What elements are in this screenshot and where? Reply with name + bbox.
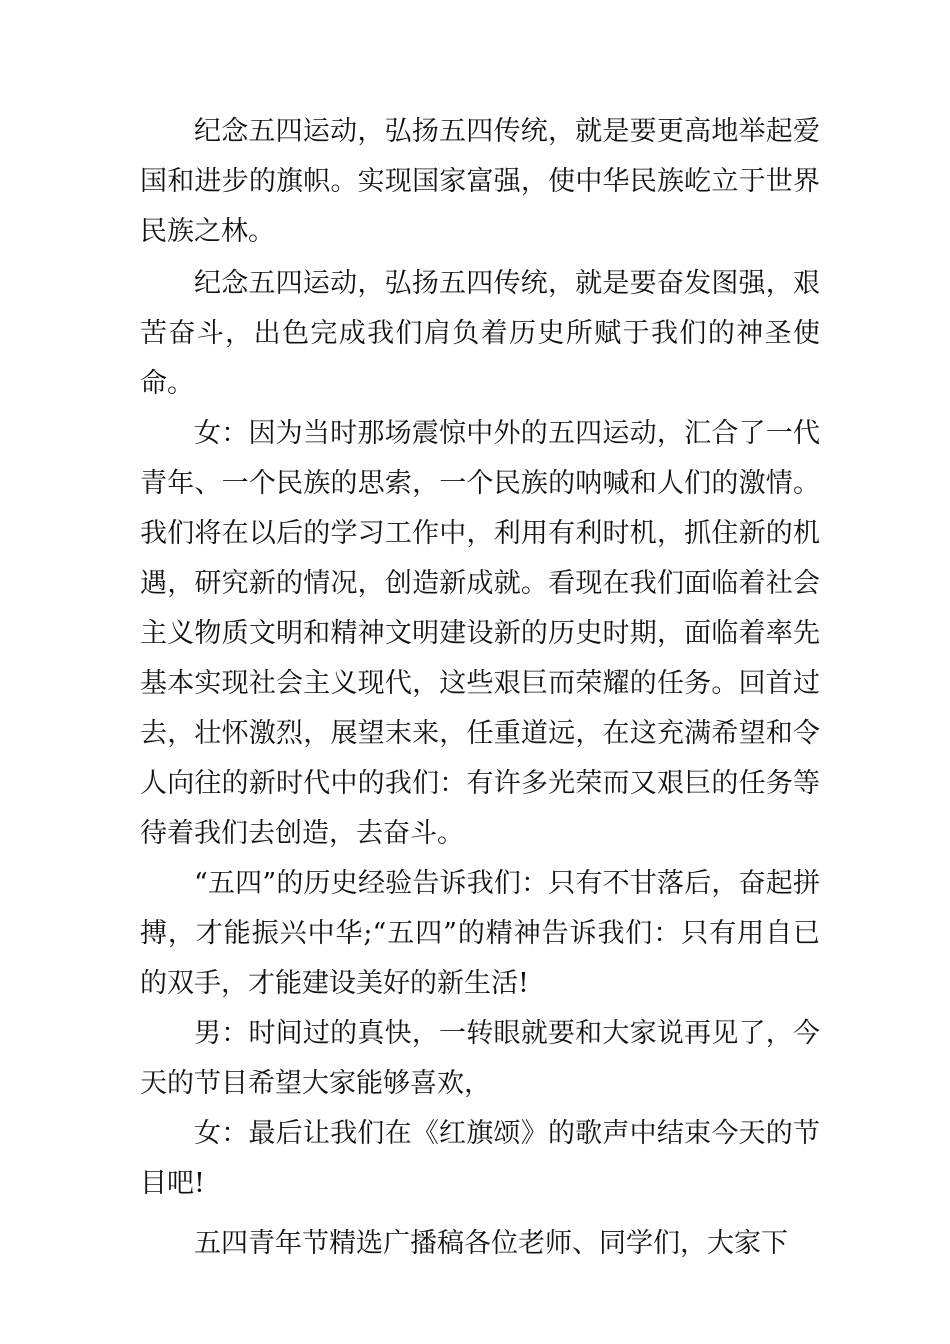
paragraph-2: 纪念五四运动，弘扬五四传统，就是要奋发图强，艰苦奋斗，出色完成我们肩负着历史所赋于我们的神圣使命。 bbox=[140, 268, 820, 399]
paragraph-7: 五四青年节精选广播稿各位老师、同学们，大家下 bbox=[194, 1228, 788, 1259]
paragraph-5: 男：时间过的真快，一转眼就要和大家说再见了，今天的节目希望大家能够喜欢， bbox=[140, 1018, 820, 1099]
paragraph-4: “五四”的历史经验告诉我们：只有不甘落后，奋起拼搏，才能振兴中华;“五四”的精神告诉我们：只有用自已的双手，才能建设美好的新生活! bbox=[140, 868, 820, 999]
paragraph-6: 女：最后让我们在《红旗颂》的歌声中结束今天的节目吧! bbox=[140, 1118, 820, 1199]
paragraph-3: 女：因为当时那场震惊中外的五四运动，汇合了一代青年、一个民族的思索，一个民族的呐喊和人们的激情。我们将在以后的学习工作中，利用有利时机，抓住新的机遇，研究新的情况，创造新成就。看现在我们面临着社会主义物质文明和精神文明建设新的历史时期，面临着率先基本实现社会主义现代，这些艰巨而荣耀的任务。回首过去，壮怀激烈，展望末来，任重道远，在这充满希望和令人向往的新时代中的我们：有许多光荣而又艰巨的任务等待着我们去创造，去奋斗。 bbox=[140, 418, 820, 849]
document-body bbox=[140, 107, 820, 1269]
paragraph-1: 纪念五四运动，弘扬五四传统，就是要更高地举起爱国和进步的旗帜。实现国家富强，使中华民族屹立于世界民族之林。 bbox=[140, 116, 820, 247]
